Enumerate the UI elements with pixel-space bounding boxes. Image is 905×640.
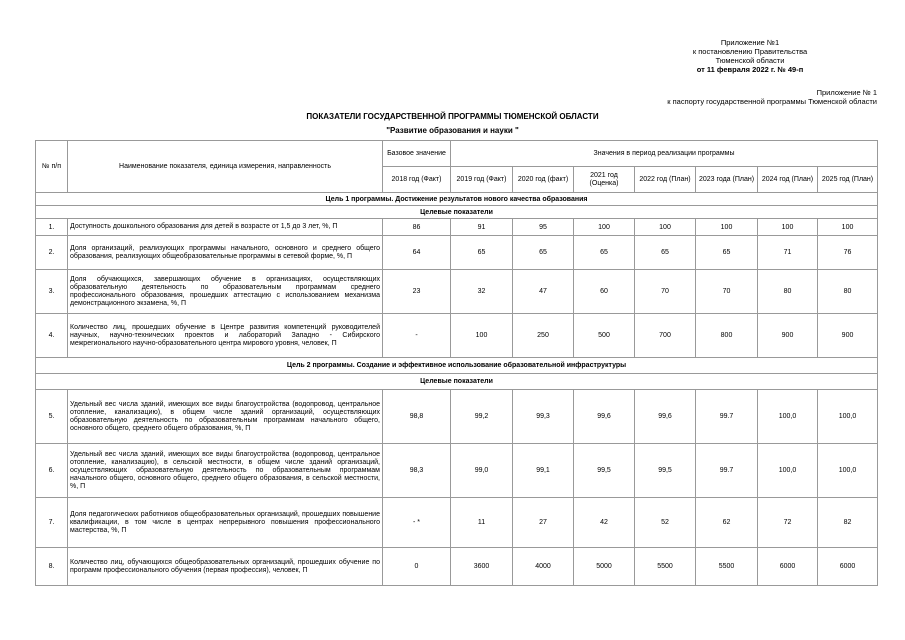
year-value: 70 <box>635 270 696 314</box>
header-base: Базовое значение <box>383 141 451 167</box>
row-number: 7. <box>36 498 68 548</box>
header-name: Наименование показателя, единица измерения, направленность <box>68 141 383 193</box>
year-value: 100 <box>818 219 878 236</box>
year-value: 80 <box>818 270 878 314</box>
table-row <box>36 236 878 270</box>
header-year: 2021 год (Оценка) <box>574 167 635 193</box>
goal-2-heading: Цель 2 программы. Создание и эффективное использование образовательной инфраструктуры <box>36 358 878 374</box>
table-row <box>36 270 878 314</box>
base-value: 86 <box>383 219 451 236</box>
year-value: 65 <box>635 236 696 270</box>
year-value: 52 <box>635 498 696 548</box>
year-value: 100 <box>574 219 635 236</box>
base-value: - * <box>383 498 451 548</box>
year-value: 65 <box>451 236 513 270</box>
year-value: 5500 <box>635 548 696 586</box>
year-value: 62 <box>696 498 758 548</box>
row-number: 1. <box>36 219 68 236</box>
base-value: 0 <box>383 548 451 586</box>
indicator-name: Доля обучающихся, завершающих обучение в организациях, осуществляющих образовательную деятельность по образовательным программам среднего профессионального образования, прошедших аттестацию с использованием механизма демонстрационного экзамена, %, П <box>68 270 383 314</box>
header-year: 2023 года (План) <box>696 167 758 193</box>
row-number: 4. <box>36 314 68 358</box>
year-value: 250 <box>513 314 574 358</box>
indicator-name: Количество лиц, прошедших обучение в Центре развития компетенций руководителей научных, научно-технических проектов и лабораторий Западно - Сибирского межрегионального научно-образовательного центра мирового уровня, человек, П <box>68 314 383 358</box>
year-value: 60 <box>574 270 635 314</box>
year-value: 95 <box>513 219 574 236</box>
year-value: 3600 <box>451 548 513 586</box>
indicator-name: Удельный вес числа зданий, имеющих все виды благоустройства (водопровод, центральное отопление, канализацию), в общем числе зданий организаций, осуществляющих образовательную деятельность по образовательным программам начального общего, основного общего, среднего общего образования, %, П <box>68 390 383 444</box>
appendix-line: Приложение № 1 <box>816 88 877 97</box>
year-value: 99.7 <box>696 390 758 444</box>
year-value: 70 <box>696 270 758 314</box>
year-value: 100,0 <box>758 390 818 444</box>
year-value: 6000 <box>758 548 818 586</box>
year-value: 100 <box>696 219 758 236</box>
base-value: 64 <box>383 236 451 270</box>
year-value: 99,6 <box>574 390 635 444</box>
base-value: 98,8 <box>383 390 451 444</box>
header-year: 2022 год (План) <box>635 167 696 193</box>
year-value: 4000 <box>513 548 574 586</box>
year-value: 99.7 <box>696 444 758 498</box>
year-value: 82 <box>818 498 878 548</box>
year-value: 6000 <box>818 548 878 586</box>
row-number: 3. <box>36 270 68 314</box>
base-value: 98,3 <box>383 444 451 498</box>
year-value: 42 <box>574 498 635 548</box>
table-row <box>36 390 878 444</box>
indicator-name: Доля педагогических работников общеобразовательных организаций, прошедших повышение квалификации, в том числе в центрах непрерывного повышения профессионального мастерства, %, П <box>68 498 383 548</box>
table-row <box>36 219 878 236</box>
year-value: 65 <box>574 236 635 270</box>
year-value: 72 <box>758 498 818 548</box>
header-year: 2020 год (факт) <box>513 167 574 193</box>
year-value: 99,5 <box>574 444 635 498</box>
indicators-table <box>35 140 878 586</box>
year-value: 76 <box>818 236 878 270</box>
year-value: 27 <box>513 498 574 548</box>
year-value: 100,0 <box>758 444 818 498</box>
year-value: 800 <box>696 314 758 358</box>
targets-heading: Целевые показатели <box>36 206 878 219</box>
year-value: 11 <box>451 498 513 548</box>
header-year: 2024 год (План) <box>758 167 818 193</box>
table-row <box>36 444 878 498</box>
row-number: 5. <box>36 390 68 444</box>
year-value: 100 <box>451 314 513 358</box>
appendix-line: Тюменской области <box>715 56 785 65</box>
indicator-name: Удельный вес числа зданий, имеющих все виды благоустройства (водопровод, центральное отопление, канализацию), в сельской местности, в общем числе зданий организаций, осуществляющих образовательную деятельность по образовательным программам начального общего, основного общего, среднего общего образования, в сельской местности, %, П <box>68 444 383 498</box>
year-value: 900 <box>818 314 878 358</box>
targets-heading: Целевые показатели <box>36 374 878 390</box>
document-title: ПОКАЗАТЕЛИ ГОСУДАРСТВЕННОЙ ПРОГРАММЫ ТЮМЕНСКОЙ ОБЛАСТИ <box>306 112 599 121</box>
indicator-name: Доступность дошкольного образования для детей в возрасте от 1,5 до 3 лет, %, П <box>68 219 383 236</box>
table-row <box>36 314 878 358</box>
year-value: 5000 <box>574 548 635 586</box>
indicator-name: Количество лиц, обучающихся общеобразовательных организаций, прошедших обучение по программ профессионального обучения (первая профессия), человек, П <box>68 548 383 586</box>
year-value: 100 <box>758 219 818 236</box>
table-row <box>36 548 878 586</box>
header-year: 2019 год (Факт) <box>451 167 513 193</box>
year-value: 99,5 <box>635 444 696 498</box>
year-value: 700 <box>635 314 696 358</box>
year-value: 5500 <box>696 548 758 586</box>
base-value: 23 <box>383 270 451 314</box>
appendix-line: к паспорту государственной программы Тюменской области <box>667 97 877 106</box>
year-value: 100,0 <box>818 390 878 444</box>
document-subtitle: "Развитие образования и науки " <box>386 126 519 135</box>
row-number: 8. <box>36 548 68 586</box>
year-value: 47 <box>513 270 574 314</box>
header-year: 2025 год (План) <box>818 167 878 193</box>
row-number: 6. <box>36 444 68 498</box>
header-year: 2018 год (Факт) <box>383 167 451 193</box>
year-value: 900 <box>758 314 818 358</box>
appendix-line: Приложение №1 <box>720 38 780 47</box>
table-row <box>36 498 878 548</box>
header-num: № п/п <box>36 141 68 193</box>
appendix-to-resolution <box>640 38 860 74</box>
year-value: 65 <box>513 236 574 270</box>
appendix-line: к постановлению Правительства <box>692 47 808 56</box>
year-value: 100,0 <box>818 444 878 498</box>
year-value: 80 <box>758 270 818 314</box>
year-value: 65 <box>696 236 758 270</box>
base-value: - <box>383 314 451 358</box>
year-value: 71 <box>758 236 818 270</box>
year-value: 99,1 <box>513 444 574 498</box>
appendix-to-passport <box>667 88 877 106</box>
year-value: 91 <box>451 219 513 236</box>
row-number: 2. <box>36 236 68 270</box>
year-value: 100 <box>635 219 696 236</box>
header-period: Значения в период реализации программы <box>451 141 878 167</box>
year-value: 99,6 <box>635 390 696 444</box>
year-value: 32 <box>451 270 513 314</box>
year-value: 500 <box>574 314 635 358</box>
year-value: 99,0 <box>451 444 513 498</box>
indicator-name: Доля организаций, реализующих программы начального, основного и среднего общего образования, реализующих общеобразовательные программы в сетевой форме, %, П <box>68 236 383 270</box>
goal-1-heading: Цель 1 программы. Достижение результатов нового качества образования <box>36 193 878 206</box>
year-value: 99,3 <box>513 390 574 444</box>
year-value: 99,2 <box>451 390 513 444</box>
resolution-date: от 11 февраля 2022 г. № 49-п <box>696 65 804 74</box>
